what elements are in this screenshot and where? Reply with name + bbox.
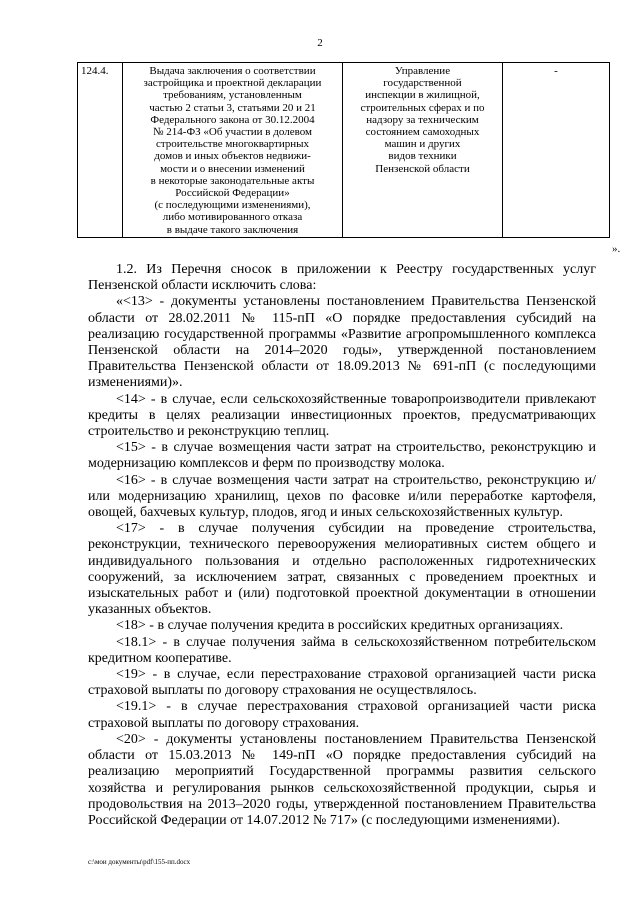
closing-quote: ». — [612, 243, 621, 255]
page-number: 2 — [317, 37, 323, 49]
department-line: состоянием самоходных — [365, 126, 480, 139]
department-line: надзору за техническим — [366, 113, 479, 126]
department-line: Пензенской области — [375, 162, 470, 175]
paragraph: <19.1> - в случае перестрахования страховой организацией части риска страховой выплаты по договору страхования. — [88, 699, 596, 731]
department-line: инспекции в жилищной, — [365, 89, 480, 102]
description-line: частью 2 статьи 3, статьями 20 и 21 — [149, 101, 316, 114]
description-line: мости и о внесении изменений — [160, 162, 305, 175]
paragraph: «<13> - документы установлены постановлением Правительства Пензенской области от 28.02.2011 № 115-пП «О порядке предоставления субсидий на реализацию государственной программы «Развитие агропромышленного комплекса Пензенской области на 2014–2020 годы», утвержденной постановлением Правительства Пензенской области от 18.09.2013 № 691-пП (с последующими изменениями)». — [88, 294, 596, 391]
paragraph: <16> - в случае возмещения части затрат на строительство, реконструкцию и/или модернизацию хранилищ, цехов по фасовке и/или переработке картофеля, овощей, бахчевых культур, плодов, ягод и иных сельскохозяйственных культур. — [88, 472, 596, 521]
description-line: № 214-ФЗ «Об участии в долевом — [153, 126, 312, 139]
description-line: Федерального закона от 30.12.2004 — [150, 113, 315, 126]
department-line: государственной — [383, 77, 462, 90]
description-line: (с последующими изменениями), — [154, 199, 311, 212]
description-line: домов и иных объектов недвижи- — [154, 150, 311, 163]
description-line: требованиям, установленным — [163, 89, 302, 102]
department-line: видов техники — [388, 150, 457, 163]
department-line: строительных сферах и по — [360, 101, 485, 114]
department-line: машин и других — [384, 138, 461, 151]
description-line: либо мотивированного отказа — [162, 211, 303, 224]
description-line: строительстве многоквартирных — [155, 138, 310, 151]
footer-file-path: c:\мои документы\pdf\155-пп.docx — [88, 858, 191, 866]
paragraph: <17> - в случае получения субсидии на проведение строительства, реконструкции, технического перевооружения мелиоративных систем общего и индивидуального пользования и отдельно расположенных гидротехнических сооружений, за исключением затрат, связанных с проведением проектных и изыскательных работ и (или) подготовкой проектной документации в отношении указанных объектов. — [88, 521, 596, 618]
description-line: в некоторые законодательные акты — [150, 174, 315, 187]
paragraph: 1.2. Из Перечня сносок в приложении к Реестру государственных услуг Пензенской области исключить слова: — [88, 262, 596, 294]
body-text — [88, 262, 596, 829]
paragraph: <14> - в случае, если сельскохозяйственные товаропроизводители привлекают кредиты в целях реализации инвестиционных проектов, предусматривающих строительство и реконструкцию теплиц. — [88, 391, 596, 440]
service-table — [77, 62, 610, 238]
service-description-cell — [123, 63, 343, 238]
department-line: Управление — [394, 65, 451, 77]
description-line: в выдаче такого заключения — [166, 223, 299, 236]
table-row — [78, 63, 610, 238]
department-cell — [343, 63, 503, 238]
paragraph: <15> - в случае возмещения части затрат на строительство, реконструкцию и модернизацию комплексов и ферм по производству молока. — [88, 440, 596, 472]
description-line: Российской Федерации» — [175, 187, 290, 200]
description-line: Выдача заключения о соответствии — [149, 65, 316, 77]
paragraph: <19> - в случае, если перестрахование страховой организацией части риска страховой выплаты по договору страхования не осуществлялось. — [88, 667, 596, 699]
row-number-cell: 124.4. — [78, 63, 123, 238]
extra-cell: - — [503, 63, 610, 238]
paragraph: <18.1> - в случае получения займа в сельскохозяйственном потребительском кредитном кооперативе. — [88, 634, 596, 666]
paragraph: <20> - документы установлены постановлением Правительства Пензенской области от 15.03.2013 № 149-пП «О порядке предоставления субсидий на реализацию мероприятий Государственной программы развития сельского хозяйства и регулирования рынков сельскохозяйственной продукции, сырья и продовольствия на 2013–2020 годы, утвержденной постановлением Правительства Российской Федерации от 14.07.2012 № 717» (с последующими изменениями). — [88, 731, 596, 828]
paragraph: <18> - в случае получения кредита в российских кредитных организациях. — [116, 618, 564, 634]
description-line: застройщика и проектной декларации — [143, 77, 322, 90]
